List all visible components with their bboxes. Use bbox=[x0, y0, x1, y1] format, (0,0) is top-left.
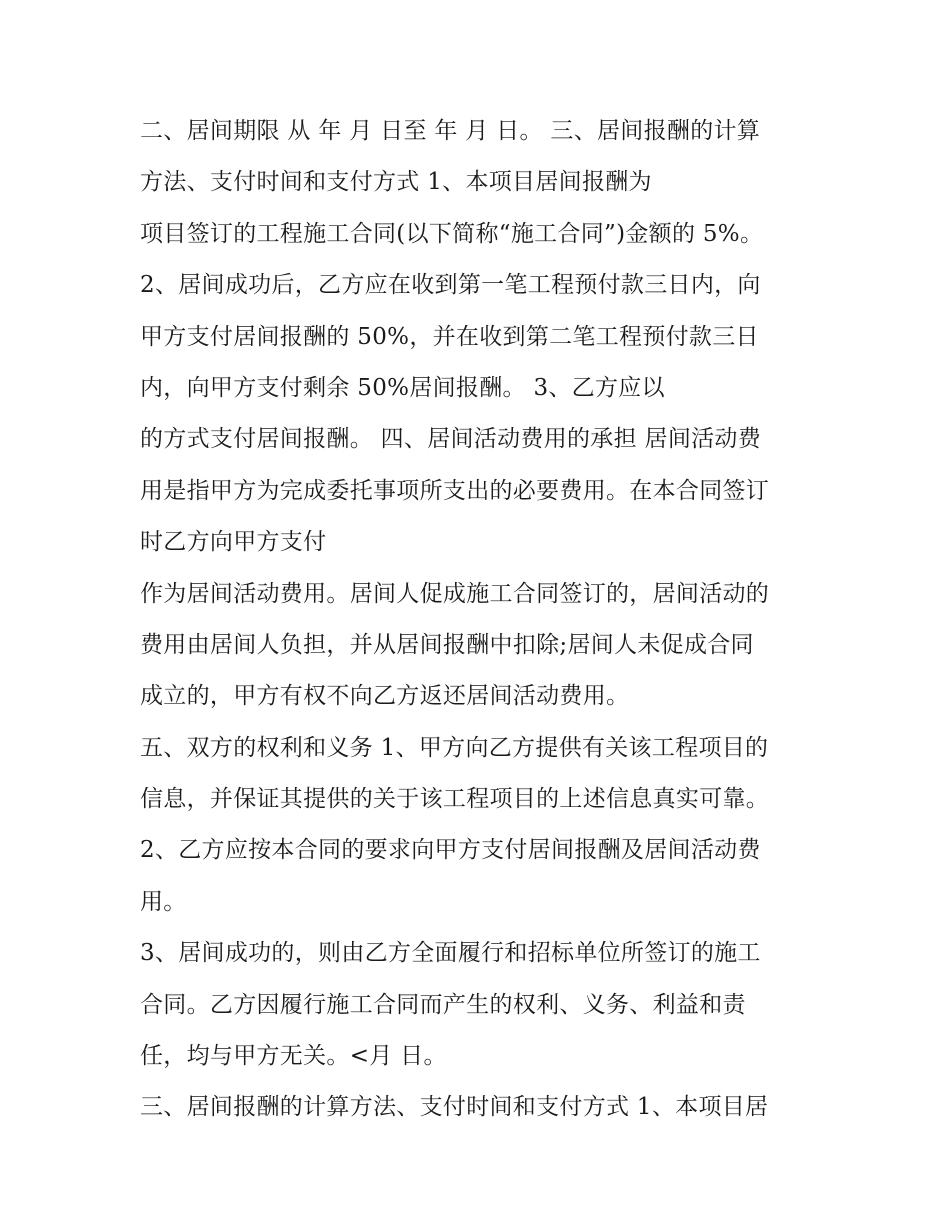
text-line: 合同。乙方因履行施工合同而产生的权利、义务、利益和责 bbox=[140, 991, 746, 1018]
text-line: 成立的，甲方有权不向乙方返还居间活动费用。 bbox=[140, 683, 630, 710]
text-line: 作为居间活动费用。居间人促成施工合同签订的，居间活动的 bbox=[140, 580, 770, 607]
text-line: 用是指甲方为完成委托事项所支出的必要费用。在本合同签订 bbox=[140, 477, 770, 504]
text-line: 内，向甲方支付剩余 50%居间报酬。 3、乙方应以 bbox=[140, 374, 665, 401]
document-body bbox=[140, 106, 830, 1134]
text-line: 二、居间期限 从 年 月 日至 年 月 日。 三、居间报酬的计算 bbox=[140, 118, 761, 144]
text-line: 2、乙方应按本合同的要求向甲方支付居间报酬及居间活动费 bbox=[140, 837, 761, 864]
text-line: 的方式支付居间报酬。 四、居间活动费用的承担 居间活动费 bbox=[140, 426, 762, 453]
text-line: 项目签订的工程施工合同(以下简称“施工合同”)金额的 5%。 bbox=[140, 220, 764, 247]
text-line: 时乙方向甲方支付 bbox=[140, 529, 327, 556]
text-line: 信息，并保证其提供的关于该工程项目的上述信息真实可靠。 bbox=[140, 786, 770, 813]
text-line: 3、居间成功的，则由乙方全面履行和招标单位所签订的施工 bbox=[140, 940, 761, 967]
text-line: 用。 bbox=[140, 888, 187, 915]
text-line: 2、居间成功后，乙方应在收到第一笔工程预付款三日内，向 bbox=[140, 272, 761, 299]
text-line: 甲方支付居间报酬的 50%，并在收到第二笔工程预付款三日 bbox=[140, 323, 759, 350]
text-line: 方法、支付时间和支付方式 1、本项目居间报酬为 bbox=[140, 169, 652, 196]
text-line: 五、双方的权利和义务 1、甲方向乙方提供有关该工程项目的 bbox=[140, 734, 769, 761]
text-line: 任，均与甲方无关。<月 日。 bbox=[140, 1043, 447, 1070]
text-line: 费用由居间人负担，并从居间报酬中扣除;居间人未促成合同 bbox=[140, 631, 754, 658]
text-line: 三、居间报酬的计算方法、支付时间和支付方式 1、本项目居 bbox=[140, 1094, 769, 1121]
